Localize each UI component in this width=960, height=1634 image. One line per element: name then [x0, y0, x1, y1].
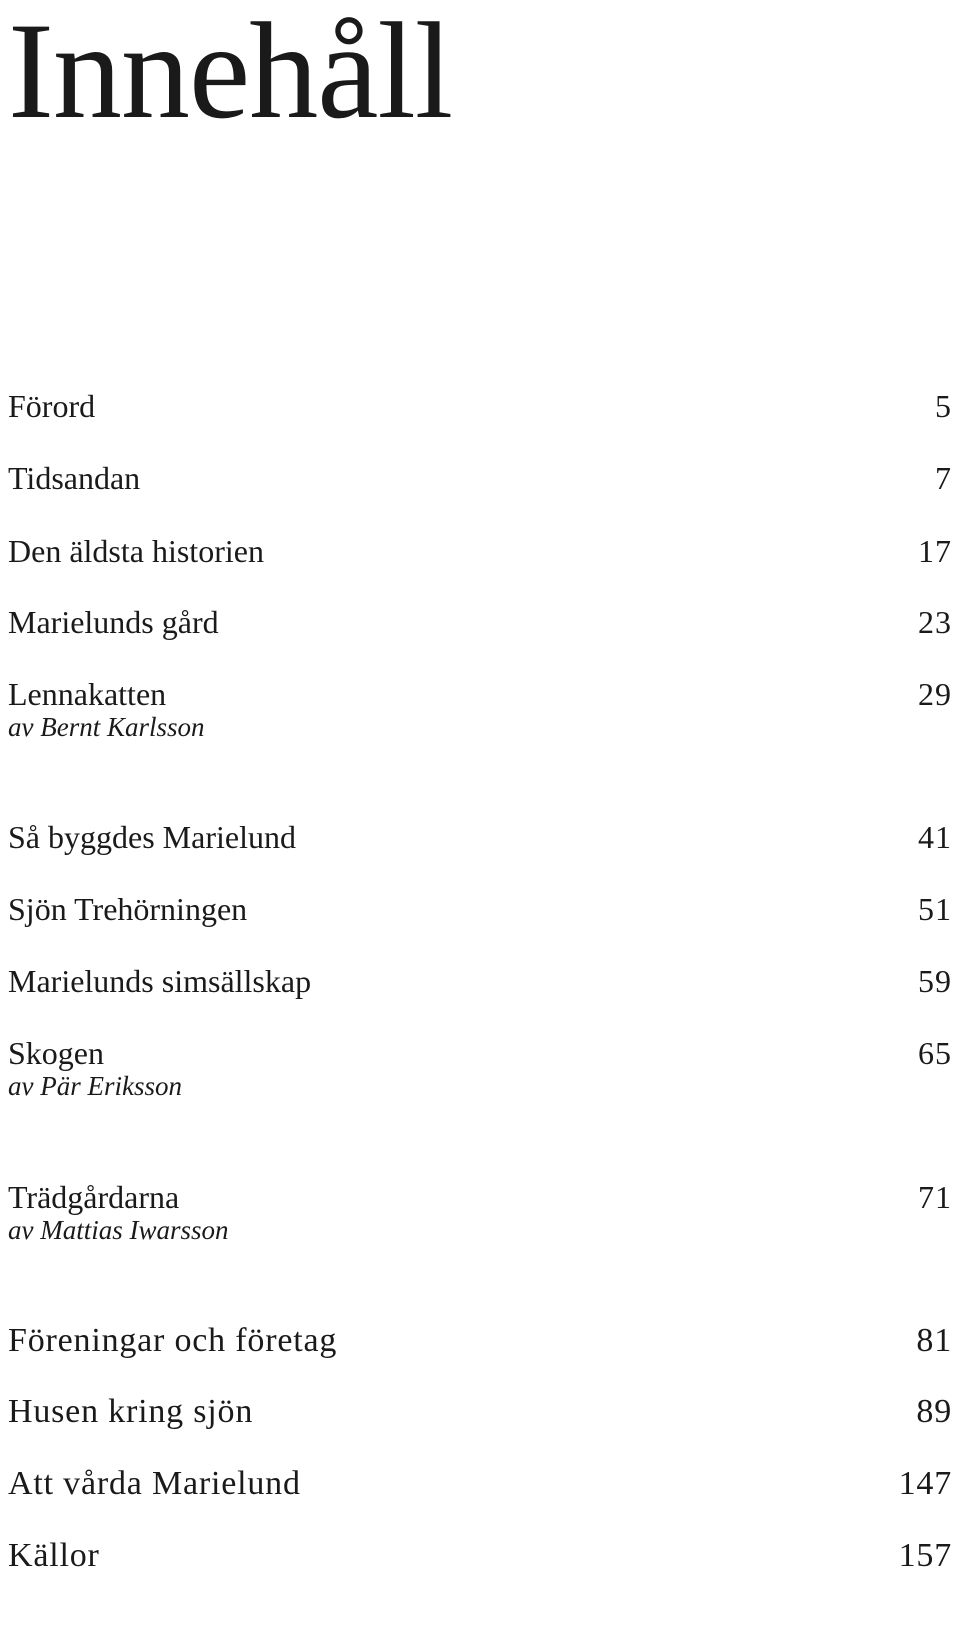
- toc-entry-author: av Bernt Karlsson: [8, 712, 205, 742]
- toc-entry: [8, 961, 952, 1001]
- toc-entry: [8, 1321, 952, 1361]
- toc-entry-title: Sjön Trehörningen: [8, 891, 248, 927]
- toc-entry-page: 23: [918, 604, 952, 640]
- toc-entry-title: Tidsandan: [8, 460, 141, 496]
- toc-entry: [8, 889, 952, 929]
- toc-entry: [8, 1033, 952, 1101]
- toc-entry: [8, 531, 952, 571]
- toc-entry-page: 147: [898, 1465, 952, 1502]
- toc-entry-title: Husen kring sjön: [8, 1393, 254, 1430]
- toc-entry-title: Källor: [8, 1537, 100, 1574]
- toc-entry-page: 89: [916, 1393, 952, 1430]
- toc-entry-title: Trädgårdarna: [8, 1179, 180, 1215]
- page-title: Innehåll: [8, 0, 453, 147]
- toc-entry-page: 7: [935, 460, 952, 496]
- toc-entry: [8, 1536, 952, 1576]
- toc-entry-title: Så byggdes Marielund: [8, 819, 296, 855]
- toc-entry-author: av Pär Eriksson: [8, 1071, 182, 1101]
- toc-entry: [8, 458, 952, 498]
- toc-entry-page: 41: [918, 819, 952, 855]
- toc-entry-page: 59: [918, 963, 952, 999]
- toc-entry-page: 157: [898, 1537, 952, 1574]
- toc-entry-author: av Mattias Iwarsson: [8, 1215, 229, 1245]
- toc-entry: [8, 1464, 952, 1504]
- toc-entry-title: Den äldsta historien: [8, 533, 264, 569]
- toc-entry-title: Marielunds simsällskap: [8, 963, 312, 999]
- toc-entry: [8, 817, 952, 857]
- table-of-contents: [8, 0, 952, 1634]
- toc-entry-title: Förord: [8, 388, 96, 424]
- toc-entry-title: Att vårda Marielund: [8, 1465, 301, 1502]
- toc-entry-title: Skogen: [8, 1035, 104, 1071]
- toc-entry-page: 51: [918, 891, 952, 927]
- toc-entry: [8, 602, 952, 642]
- toc-entry: [8, 1177, 952, 1245]
- toc-entry: [8, 386, 952, 426]
- toc-entry-page: 81: [916, 1322, 952, 1359]
- toc-entry-page: 71: [918, 1179, 952, 1215]
- toc-entry-page: 29: [918, 676, 952, 712]
- toc-entry: [8, 674, 952, 742]
- toc-entry: [8, 1392, 952, 1432]
- toc-entry-page: 5: [935, 388, 952, 424]
- toc-entry-title: Föreningar och företag: [8, 1322, 338, 1359]
- toc-entry-page: 65: [918, 1035, 952, 1071]
- toc-entry-title: Lennakatten: [8, 676, 167, 712]
- toc-entry-title: Marielunds gård: [8, 604, 219, 640]
- toc-entry-page: 17: [918, 533, 952, 569]
